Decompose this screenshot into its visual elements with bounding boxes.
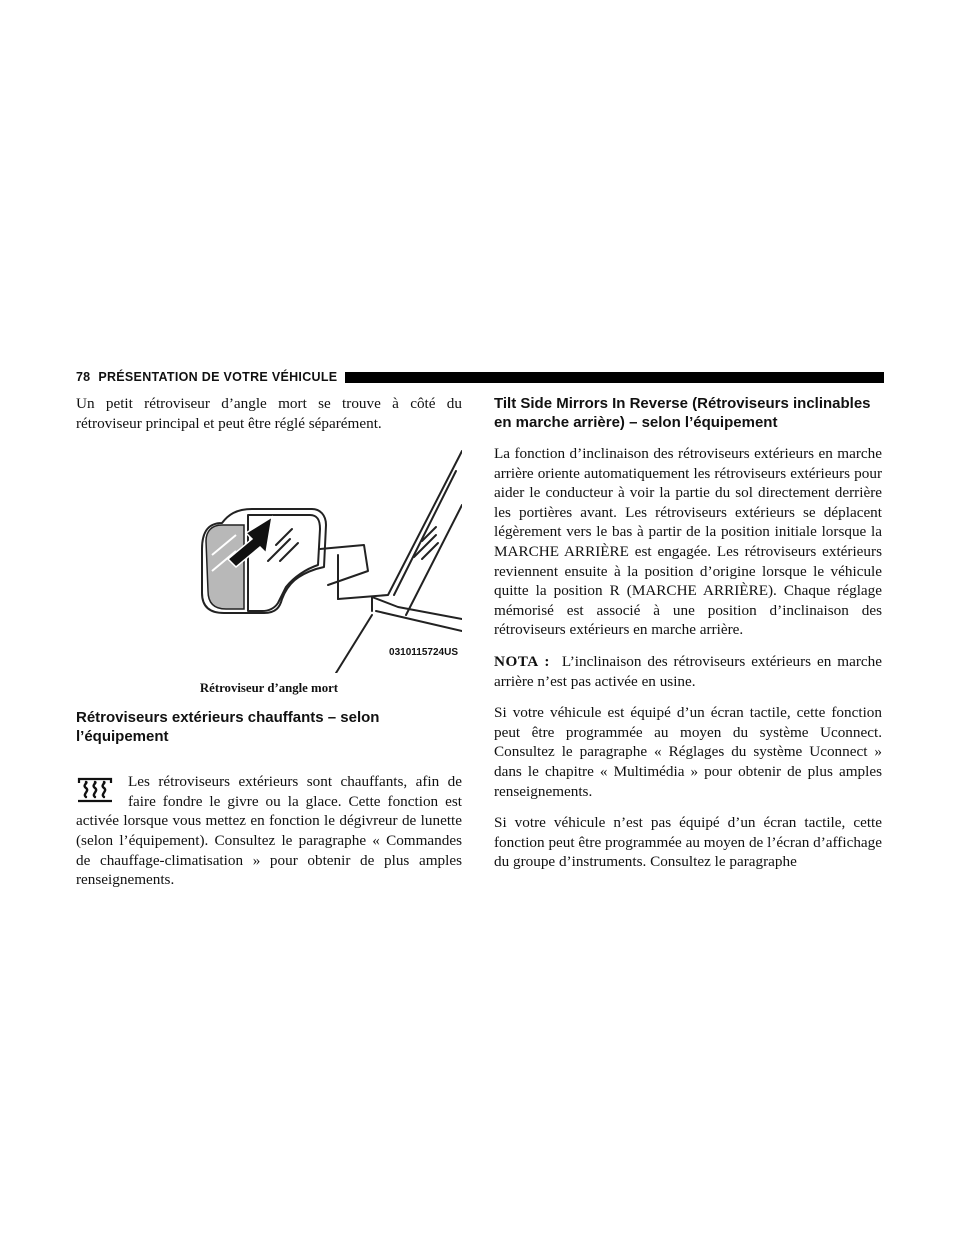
- section-title: PRÉSENTATION DE VOTRE VÉHICULE: [98, 370, 338, 384]
- header-rule: [345, 372, 884, 383]
- nota-label: NOTA :: [494, 652, 550, 670]
- tilt-paragraph-3: Si votre véhicule n’est pas équipé d’un écran tactile, cette fonction peut être programmée au moyen de l’écran d’affichage du groupe d’instruments. Consultez le paragraphe: [494, 814, 882, 871]
- rear-defrost-icon: [76, 777, 114, 803]
- figure-code: 0310115724US: [389, 647, 458, 659]
- tilt-paragraph-1: La fonction d’inclinaison des rétroviseurs extérieurs en marche arrière oriente automatiquement les rétroviseurs extérieurs pour aider le conducteur à voir la partie du sol directement derrière les portières avant. Les rétroviseurs extérieurs se déplacent légèrement vers le bas à partir de la position initiale lorsque la MARCHE ARRIÈRE est engagée. Les rétroviseurs extérieurs reviennent ensuite à la position d’origine lorsque le véhicule quitte la position R (MARCHE ARRIÈRE). Chaque réglage mémorisé est associé à une position d’inclinaison des rétroviseurs extérieurs en marche arrière.: [494, 445, 882, 639]
- page-number: 78: [76, 370, 91, 384]
- tilt-mirrors-heading: Tilt Side Mirrors In Reverse (Rétroviseurs inclinables en marche arrière) – selon l’équipement: [494, 395, 871, 431]
- tilt-paragraph-2: Si votre véhicule est équipé d’un écran tactile, cette fonction peut être programmée au moyen du système Uconnect. Consultez le paragraphe « Réglages du système Uconnect » dans le chapitre « Multimédia » pour obtenir de plus amples renseignements.: [494, 704, 882, 800]
- page-header: [76, 368, 884, 386]
- blind-spot-mirror-illustration: [76, 445, 462, 673]
- nota-text: L’inclinaison des rétroviseurs extérieurs en marche arrière n’est pas activée en usine.: [494, 652, 882, 690]
- nota-paragraph: [494, 652, 882, 691]
- mirror-figure: [76, 445, 462, 673]
- intro-paragraph: Un petit rétroviseur d’angle mort se trouve à côté du rétroviseur principal et peut être réglé séparément.: [76, 395, 462, 432]
- left-column: [76, 394, 462, 902]
- figure-caption: Rétroviseur d’angle mort: [199, 681, 339, 696]
- heated-mirrors-heading: Rétroviseurs extérieurs chauffants – selon l’équipement: [76, 709, 380, 746]
- right-column: [494, 394, 882, 884]
- heated-mirrors-text: Les rétroviseurs extérieurs sont chauffants, afin de faire fondre le givre ou la glace. Cette fonction est activée lorsque vous mettez en fonction le dégivreur de lunette (selon l’équipement). Consultez le paragraphe « Commandes de chauffage-climatisation » pour obtenir de plus amples renseignements.: [76, 773, 462, 889]
- heated-mirrors-block: [76, 772, 462, 890]
